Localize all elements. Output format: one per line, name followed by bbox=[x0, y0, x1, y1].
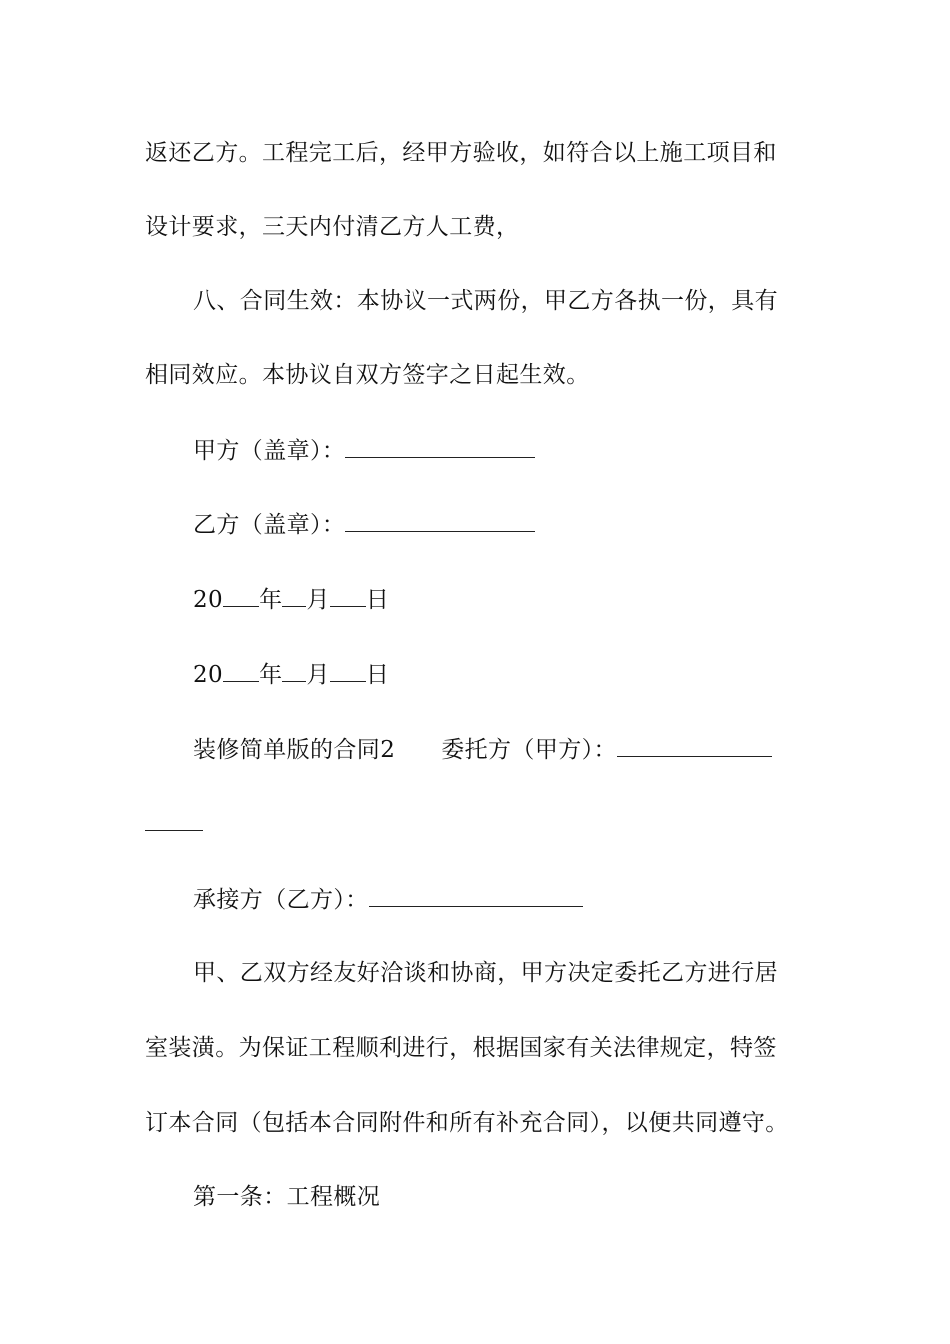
paragraph-line: 相同效应。本协议自双方签字之日起生效。 bbox=[145, 362, 590, 388]
month-label: 月 bbox=[306, 587, 330, 613]
client-party-blank-tail bbox=[145, 808, 203, 831]
client-party-blank-continuation bbox=[145, 808, 810, 839]
party-a-seal-label: 甲方（盖章）： bbox=[193, 438, 346, 464]
contract-title-line bbox=[193, 734, 810, 765]
contractor-party-blank bbox=[369, 884, 583, 907]
paragraph-line: 订本合同（包括本合同附件和所有补充合同），以便共同遵守。 bbox=[145, 1110, 789, 1136]
paragraph-line: 室装潢。为保证工程顺利进行，根据国家有关法律规定，特签 bbox=[145, 1035, 777, 1061]
contractor-party-label: 承接方（乙方）： bbox=[193, 887, 369, 913]
party-b-signature-blank bbox=[345, 509, 535, 532]
year-blank bbox=[223, 659, 259, 682]
year-blank bbox=[223, 584, 259, 607]
day-label: 日 bbox=[365, 587, 390, 613]
paragraph-line: 返还乙方。工程完工后，经甲方验收，如符合以上施工项目和 bbox=[145, 140, 777, 166]
party-b-seal-label: 乙方（盖章）： bbox=[193, 512, 346, 538]
month-blank bbox=[282, 659, 306, 682]
party-a-signature-blank bbox=[345, 435, 535, 458]
paragraph-line: 甲、乙双方经友好洽谈和协商，甲方决定委托乙方进行居 bbox=[193, 960, 778, 986]
clause-eight-line: 八、合同生效：本协议一式两份，甲乙方各执一份，具有 bbox=[193, 288, 778, 314]
month-blank bbox=[282, 584, 306, 607]
contractor-party-line bbox=[193, 884, 810, 915]
paragraph-line: 设计要求，三天内付清乙方人工费， bbox=[145, 214, 520, 240]
month-label: 月 bbox=[306, 662, 330, 688]
day-blank bbox=[330, 659, 366, 682]
day-label: 日 bbox=[365, 662, 390, 688]
article-one-heading: 第一条：工程概况 bbox=[193, 1184, 381, 1210]
year-label: 年 bbox=[259, 587, 283, 613]
day-blank bbox=[330, 584, 366, 607]
party-a-seal-line bbox=[193, 435, 810, 466]
client-party-label: 委托方（甲方）： bbox=[441, 737, 617, 763]
year-label: 年 bbox=[259, 662, 283, 688]
date-line bbox=[193, 659, 810, 690]
client-party-blank bbox=[617, 734, 772, 757]
date-year-prefix: 20 bbox=[193, 587, 224, 613]
contract-title: 装修简单版的合同2 bbox=[193, 737, 396, 763]
party-b-seal-line bbox=[193, 509, 810, 540]
date-year-prefix: 20 bbox=[193, 662, 224, 688]
date-line bbox=[193, 584, 810, 615]
